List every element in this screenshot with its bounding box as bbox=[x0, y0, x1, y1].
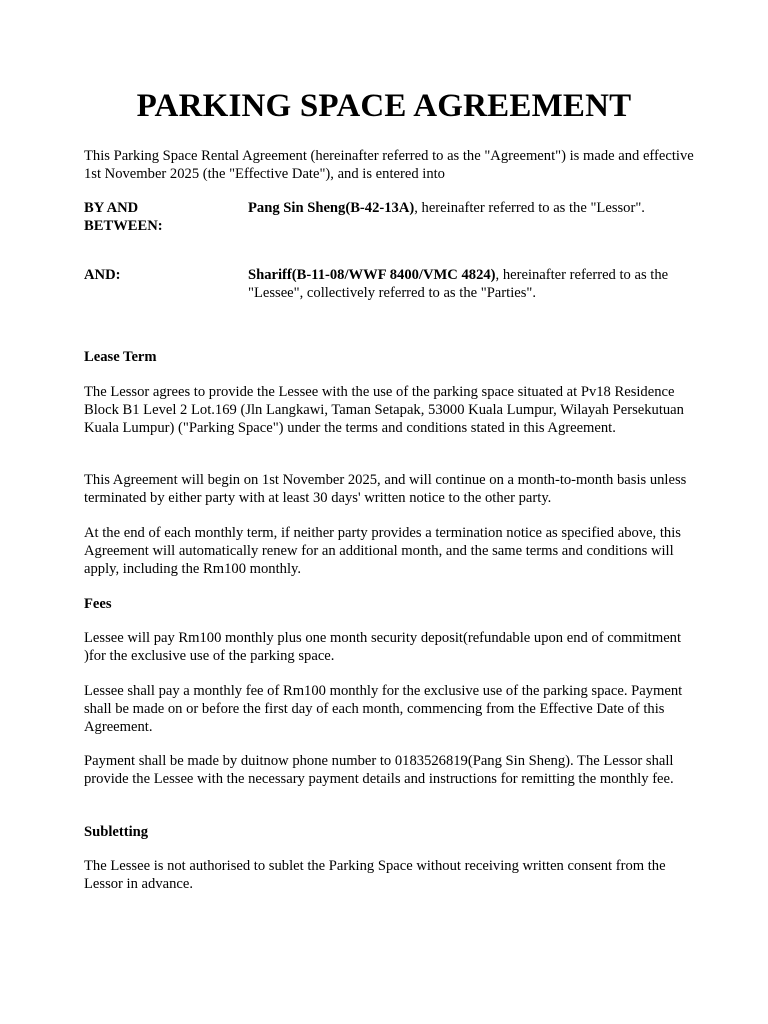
lessor-description: , hereinafter referred to as the "Lessor". bbox=[414, 200, 645, 216]
party-label-lessor: BY AND BETWEEN: bbox=[84, 200, 163, 235]
document-title: PARKING SPACE AGREEMENT bbox=[136, 88, 632, 124]
fees-paragraph-1: Lessee will pay Rm100 monthly plus one month security deposit(refundable upon end of commitment )for the exclusive use of the parking space. bbox=[84, 630, 682, 665]
party-label-lessee: AND: bbox=[84, 267, 121, 283]
fees-paragraph-3: Payment shall be made by duitnow phone number to 0183526819(Pang Sin Sheng). The Lessor shall provide the Lessee with the necessary payment details and instructions for remitting the monthly fee. bbox=[84, 753, 674, 788]
subletting-paragraph-1: The Lessee is not authorised to sublet the Parking Space without receiving written consent from the Lessor in advance. bbox=[84, 858, 666, 893]
lease-term-paragraph-3: At the end of each monthly term, if neither party provides a termination notice as specified above, this Agreement will automatically renew for an additional month, and the same terms and conditions will apply, including the Rm100 monthly. bbox=[84, 525, 681, 578]
lessee-name: Shariff(B-11-08/WWF 8400/VMC 4824) bbox=[248, 267, 496, 283]
lease-term-paragraph-1: The Lessor agrees to provide the Lessee with the use of the parking space situated at Pv18 Residence Block B1 Level 2 Lot.169 (Jln Langkawi, Taman Setapak, 53000 Kuala Lumpur, Wilayah Persekutuan Kuala Lumpur) ("Parking Space") under the terms and conditions stated in this Agreement. bbox=[84, 384, 684, 437]
party-lessor bbox=[248, 199, 688, 217]
lessee-description: , hereinafter referred to as the "Lessee", collectively referred to as the "Parties". bbox=[248, 267, 669, 302]
lessor-name: Pang Sin Sheng(B-42-13A) bbox=[248, 200, 415, 216]
intro-paragraph: This Parking Space Rental Agreement (hereinafter referred to as the "Agreement") is made and effective 1st November 2025 (the "Effective Date"), and is entered into bbox=[84, 148, 694, 183]
lease-term-paragraph-2: This Agreement will begin on 1st November 2025, and will continue on a month-to-month basis unless terminated by either party with at least 30 days' written notice to the other party. bbox=[84, 472, 687, 507]
fees-paragraph-2: Lessee shall pay a monthly fee of Rm100 monthly for the exclusive use of the parking space. Payment shall be made on or before the first day of each month, commencing from the Effective Date of this Agreement. bbox=[84, 683, 683, 736]
party-lessee bbox=[248, 266, 688, 302]
section-heading-lease-term: Lease Term bbox=[84, 349, 157, 365]
section-heading-subletting: Subletting bbox=[84, 824, 149, 840]
section-heading-fees: Fees bbox=[84, 596, 112, 612]
